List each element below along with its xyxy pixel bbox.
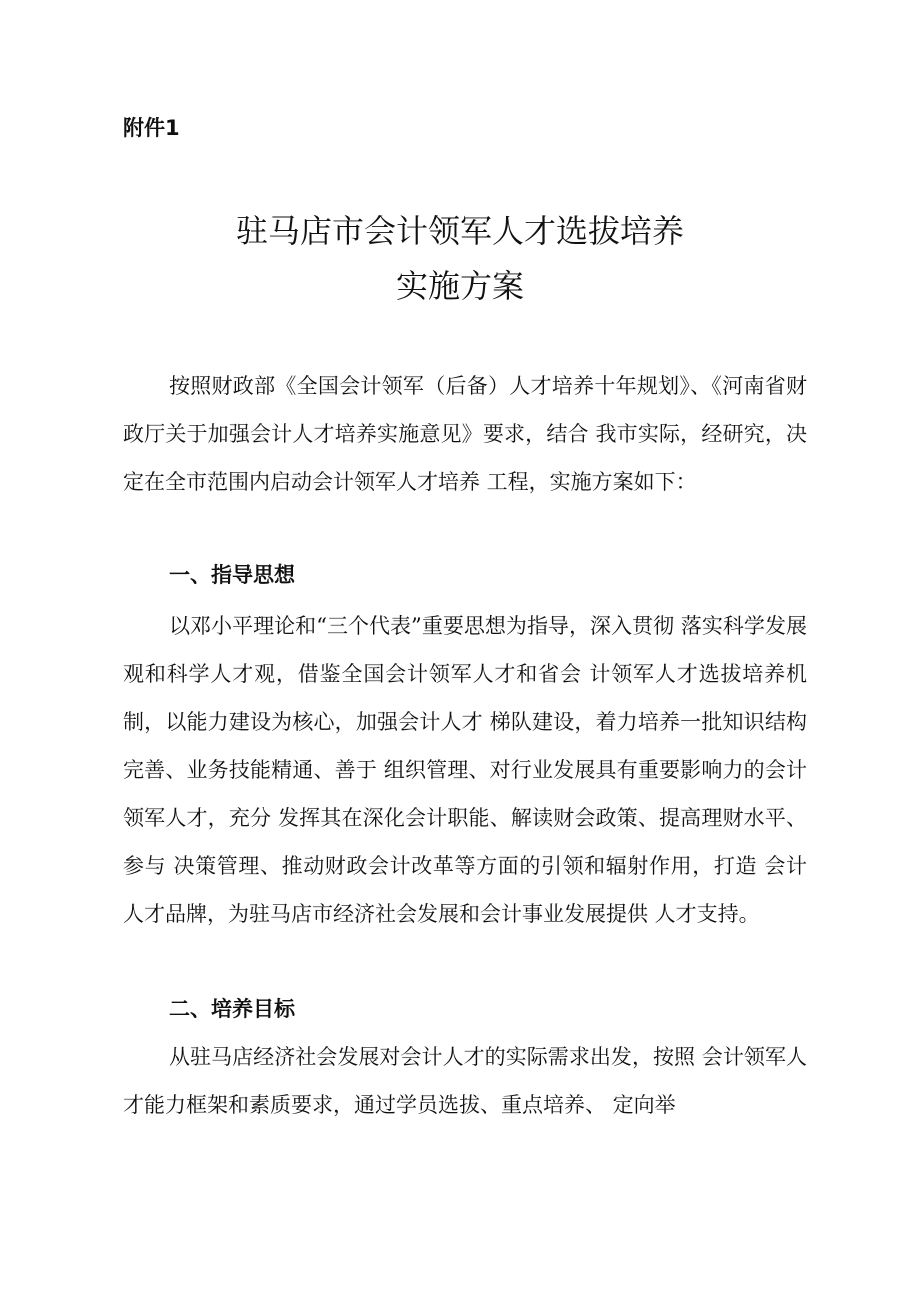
attachment-label: 附件1 [123,116,180,140]
section-paragraph-guiding-ideology: 以邓小平理论和“三个代表”重要思想为指导，深入贯彻 落实科学发展观和科学人才观，借鉴全国会计领军人才和省会 计领军人才选拔培养机制，以能力建设为核心，加强会计人才 梯队建设，着力培养一批知识结构完善、业务技能精通、善于 组织管理、对行业发展具有重要影响力的会计领军人才，充分 发挥其在深化会计职能、解读财会政策、提高理财水平、参与 决策管理、推动财政会计改革等方面的引领和辐射作用，打造 会计人才品牌，为驻马店市经济社会发展和会计事业发展提供 人才支持。 [123,614,807,926]
document-title-line-2: 实施方案 [395,267,524,305]
intro-paragraph: 按照财政部《全国会计领军（后备）人才培养十年规划》、《河南省财政厅关于加强会计人才培养实施意见》要求，结合 我市实际，经研究，决定在全市范围内启动会计领军人才培养 工程，实施方案如下： [123,374,807,494]
section-heading-training-goals: 二、培养目标 [169,997,295,1021]
section-paragraph-training-goals: 从驻马店经济社会发展对会计人才的实际需求出发，按照 会计领军人才能力框架和素质要求，通过学员选拔、重点培养、 定向举 [123,1045,807,1117]
section-heading-guiding-ideology: 一、指导思想 [169,563,295,587]
document-title-line-1: 驻马店市会计领军人才选拔培养 [235,212,684,250]
